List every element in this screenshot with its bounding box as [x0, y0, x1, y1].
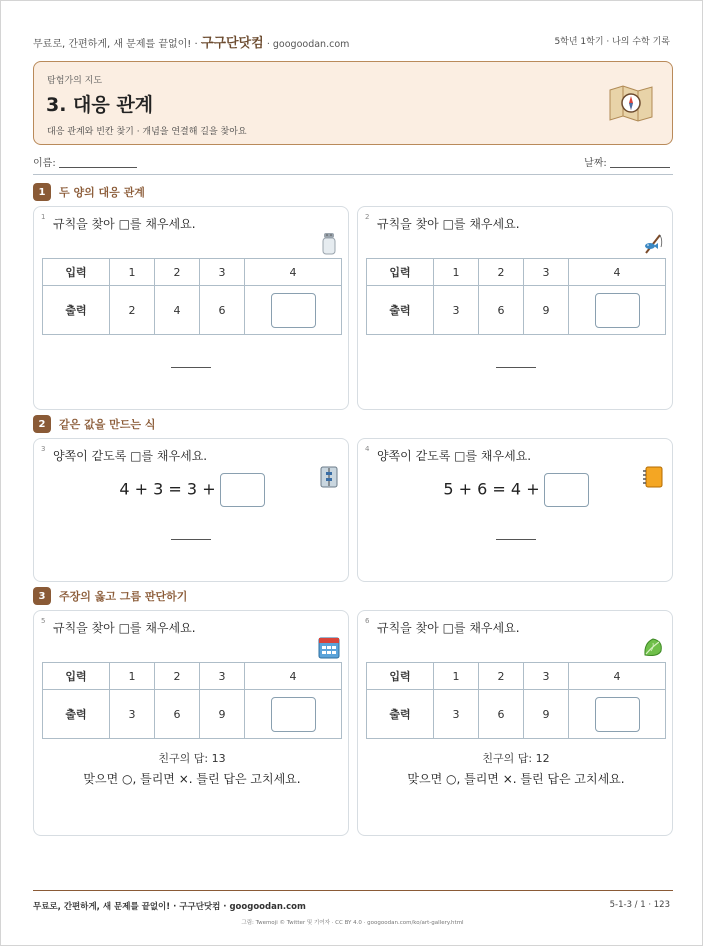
- io-table: [366, 258, 666, 335]
- image-credit: 그림: Twemoji © Twitter 및 기여자 · CC BY 4.0 · googoodan.com/ko/art-gallery.html: [241, 920, 464, 926]
- title-kicker: 탐험가의 지도: [47, 76, 103, 86]
- problem-number: 2: [365, 213, 370, 221]
- input-cell: 1: [110, 663, 155, 690]
- input-header: 입력: [43, 259, 110, 286]
- equation-text: 4 + 3 = 3 +: [119, 479, 216, 499]
- footer-page-code: 5-1-3 / 1 · 123: [609, 900, 670, 910]
- answer-box[interactable]: [220, 473, 265, 507]
- input-cell: 4: [569, 259, 666, 286]
- input-cell: 2: [479, 663, 524, 690]
- problem-card-2: [357, 206, 673, 410]
- input-header: 입력: [367, 259, 434, 286]
- input-cell: 4: [569, 663, 666, 690]
- answer-cell: [245, 690, 342, 739]
- input-cell: 4: [245, 663, 342, 690]
- section-3-header: [33, 586, 187, 606]
- footer-divider: [33, 890, 673, 891]
- output-header: 출력: [367, 286, 434, 335]
- divider: [33, 174, 673, 175]
- input-header: 입력: [367, 663, 434, 690]
- problem-card-3: [33, 438, 349, 582]
- output-cell: 6: [479, 690, 524, 739]
- io-table: [42, 662, 342, 739]
- problem-number: 3: [41, 445, 46, 453]
- answer-line[interactable]: [496, 367, 536, 368]
- output-cell: 3: [110, 690, 155, 739]
- output-cell: 6: [200, 286, 245, 335]
- footer-tagline: 무료로, 간편하게, 새 문제를 끝없이! · 구구단닷컴 · googoodan.com: [33, 902, 306, 912]
- answer-line[interactable]: [496, 539, 536, 540]
- problem-card-4: [357, 438, 673, 582]
- equation-text: 5 + 6 = 4 +: [443, 479, 540, 499]
- date-label: 날짜:: [584, 158, 607, 169]
- judge-instruction: 맞으면 ○, 틀리면 ×. 틀린 답은 고치세요.: [407, 772, 625, 786]
- input-header: 입력: [43, 663, 110, 690]
- output-cell: 9: [200, 690, 245, 739]
- problem-prompt: 양쪽이 같도록 □를 채우세요.: [53, 449, 208, 463]
- output-header: 출력: [43, 286, 110, 335]
- output-header: 출력: [43, 690, 110, 739]
- problem-prompt: 규칙을 찾아 □를 채우세요.: [377, 621, 520, 635]
- output-cell: 9: [524, 690, 569, 739]
- site-url: · googoodan.com: [266, 39, 350, 50]
- problem-number: 1: [41, 213, 46, 221]
- tagline-text: 무료로, 간편하게, 새 문제를 끝없이! ·: [33, 39, 198, 50]
- answer-cell: [569, 690, 666, 739]
- fishing-pole-icon: [642, 231, 664, 255]
- input-cell: 3: [200, 259, 245, 286]
- answer-box[interactable]: [595, 697, 640, 732]
- top-tagline: [33, 32, 349, 51]
- calendar-icon: [318, 635, 340, 659]
- output-cell: 6: [155, 690, 200, 739]
- section-number: 1: [33, 183, 51, 201]
- name-label: 이름:: [33, 158, 56, 169]
- section-1-header: [33, 182, 145, 202]
- output-cell: 4: [155, 286, 200, 335]
- problem-prompt: 양쪽이 같도록 □를 채우세요.: [377, 449, 532, 463]
- grade-label: 5학년 1학기 · 나의 수학 기록: [554, 37, 670, 47]
- page-title: 3. 대응 관계: [46, 94, 154, 116]
- answer-cell: [569, 286, 666, 335]
- problem-number: 5: [41, 617, 46, 625]
- problem-prompt: 규칙을 찾아 □를 채우세요.: [377, 217, 520, 231]
- input-cell: 3: [200, 663, 245, 690]
- input-cell: 1: [110, 259, 155, 286]
- input-cell: 3: [524, 259, 569, 286]
- problem-prompt: 규칙을 찾아 □를 채우세요.: [53, 217, 196, 231]
- equation: [34, 473, 350, 507]
- problem-card-6: [357, 610, 673, 836]
- input-cell: 1: [434, 259, 479, 286]
- judge-instruction: 맞으면 ○, 틀리면 ×. 틀린 답은 고치세요.: [83, 772, 301, 786]
- input-cell: 3: [524, 663, 569, 690]
- problem-card-5: [33, 610, 349, 836]
- date-field[interactable]: [584, 154, 670, 169]
- answer-line[interactable]: [171, 539, 211, 540]
- io-table: [366, 662, 666, 739]
- brand-name: 구구단닷컴: [200, 36, 264, 51]
- input-cell: 2: [155, 663, 200, 690]
- problem-number: 4: [365, 445, 370, 453]
- section-number: 2: [33, 415, 51, 433]
- map-compass-icon: [608, 84, 654, 122]
- page-subtitle: 대응 관계와 빈칸 찾기 · 개념을 연결해 길을 찾아요: [47, 127, 247, 137]
- friend-answer: 친구의 답: 12: [482, 752, 550, 765]
- problem-number: 6: [365, 617, 370, 625]
- title-box: [33, 61, 673, 145]
- section-number: 3: [33, 587, 51, 605]
- answer-box[interactable]: [271, 697, 316, 732]
- problem-card-1: [33, 206, 349, 410]
- io-table: [42, 258, 342, 335]
- section-2-header: [33, 414, 156, 434]
- input-cell: 2: [155, 259, 200, 286]
- salt-shaker-icon: [318, 231, 340, 255]
- output-cell: 3: [434, 286, 479, 335]
- lettuce-icon: [642, 635, 664, 659]
- section-title: 주장의 옳고 그름 판단하기: [59, 590, 188, 603]
- date-blank[interactable]: [610, 158, 670, 168]
- name-blank[interactable]: [59, 158, 137, 168]
- answer-box[interactable]: [595, 293, 640, 328]
- output-cell: 3: [434, 690, 479, 739]
- section-title: 두 양의 대응 관계: [59, 186, 145, 199]
- answer-box[interactable]: [544, 473, 589, 507]
- answer-cell: [245, 286, 342, 335]
- output-header: 출력: [367, 690, 434, 739]
- section-title: 같은 값을 만드는 식: [59, 418, 156, 431]
- problem-prompt: 규칙을 찾아 □를 채우세요.: [53, 621, 196, 635]
- output-cell: 6: [479, 286, 524, 335]
- answer-box[interactable]: [271, 293, 316, 328]
- name-field[interactable]: [33, 154, 137, 169]
- output-cell: 2: [110, 286, 155, 335]
- input-cell: 2: [479, 259, 524, 286]
- equation: [358, 473, 674, 507]
- friend-answer: 친구의 답: 13: [158, 752, 226, 765]
- output-cell: 9: [524, 286, 569, 335]
- input-cell: 4: [245, 259, 342, 286]
- answer-line[interactable]: [171, 367, 211, 368]
- input-cell: 1: [434, 663, 479, 690]
